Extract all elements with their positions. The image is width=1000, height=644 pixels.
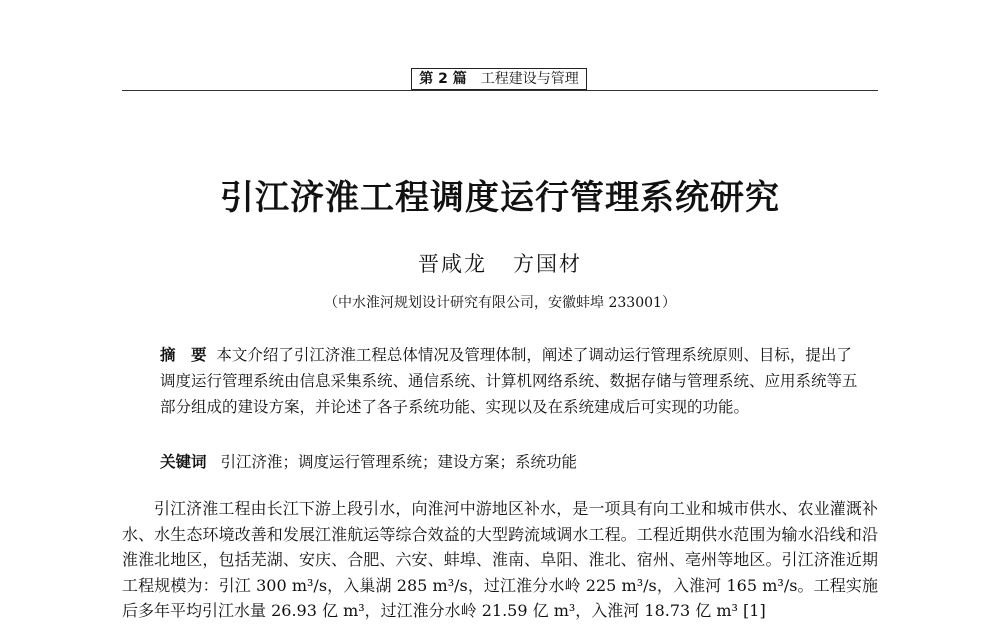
abstract-label: 摘 要 <box>160 346 207 364</box>
header-part: 第 2 篇 <box>419 71 467 87</box>
running-header <box>411 68 587 90</box>
body-paragraph: 引江济淮工程由长江下游上段引水，向淮河中游地区补水，是一项具有向工业和城市供水、农业灌溉补水、水生态环境改善和发展江淮航运等综合效益的大型跨流域调水工程。工程近期供水范围为输水沿线和沿淮淮北地区，包括芜湖、安庆、合肥、六安、蚌埠、淮南、阜阳、淮北、宿州、亳州等地区。引江济淮近期工程规模为：引江 300 m³/s，入巢湖 285 m³/s，过江淮分水岭 225 m³/s，入淮河 165 m³/s。工程实施后多年平均引江水量 26.93 亿 m³，过江淮分水岭 21.59 亿 m³，入淮河 18.73 亿 m³ [1] <box>122 499 878 620</box>
keywords-label: 关键词 <box>160 453 207 471</box>
affiliation: （中水淮河规划设计研究有限公司，安徽蚌埠 233001） <box>324 295 676 311</box>
keywords <box>160 450 860 472</box>
header-rule <box>122 90 878 91</box>
author-list <box>120 248 880 278</box>
paper-title: 引江济淮工程调度运行管理系统研究 <box>220 178 780 218</box>
abstract <box>160 342 860 420</box>
keywords-text: 引江济淮；调度运行管理系统；建设方案；系统功能 <box>220 453 578 471</box>
author: 方国材 <box>513 252 582 276</box>
header-section: 工程建设与管理 <box>480 71 579 87</box>
abstract-text: 本文介绍了引江济淮工程总体情况及管理体制，阐述了调动运行管理系统原则、目标，提出了调度运行管理系统由信息采集系统、通信系统、计算机网络系统、数据存储与管理系统、应用系统等五部分组成的建设方案，并论述了各子系统功能、实现以及在系统建成后可实现的功能。 <box>160 346 858 416</box>
author: 晋咸龙 <box>418 252 487 276</box>
